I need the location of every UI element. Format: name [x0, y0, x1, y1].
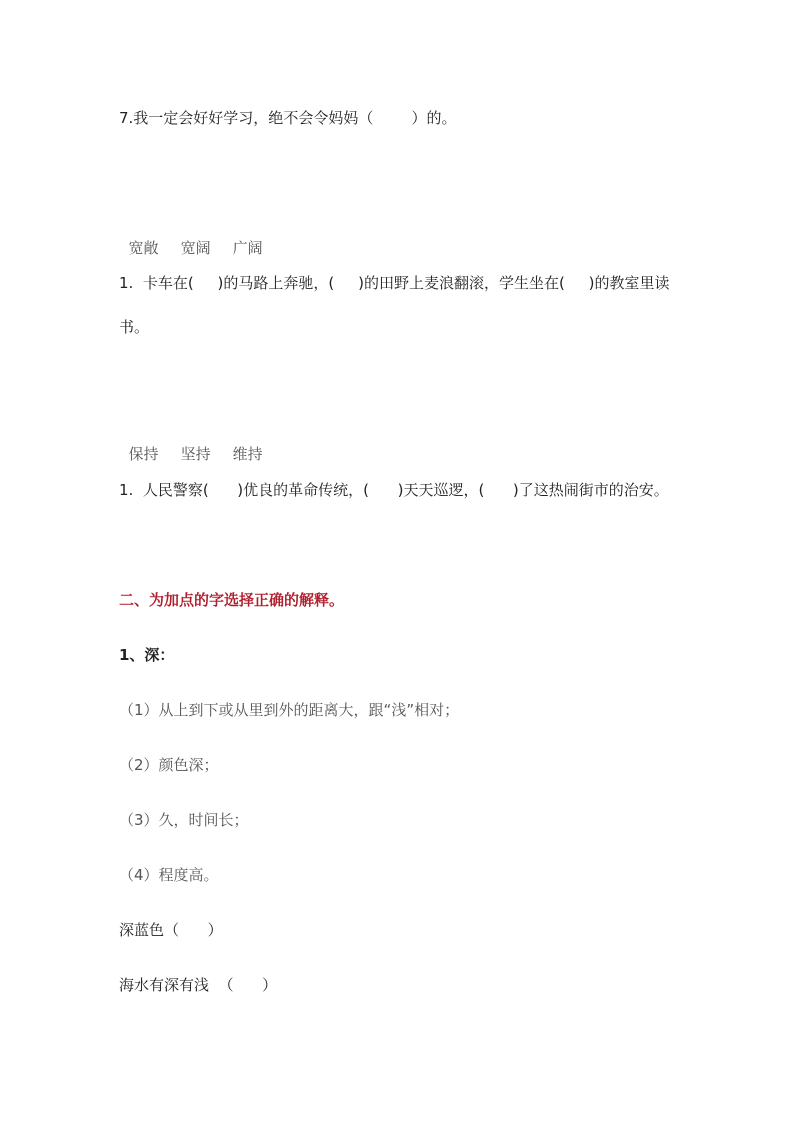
definition-2: （2）颜色深； [119, 756, 219, 774]
word-option: 坚持 [180, 445, 211, 463]
definition-1: （1）从上到下或从里到外的距离大，跟“浅”相对； [119, 701, 460, 719]
definition-3: （3）久，时间长； [119, 811, 249, 829]
group1-sentence-line2: 书。 [119, 318, 150, 336]
item-1-label: 1、深： [119, 646, 175, 664]
word-options-group2 [119, 424, 285, 464]
question-7: 7.我一定会好好学习，绝不会令妈妈（ ）的。 [119, 109, 457, 127]
group1-sentence-line1: 1. 卡车在( )的马路上奔驰，( )的田野上麦浪翻滚，学生坐在( )的教室里读 [119, 274, 670, 292]
example-2: 海水有深有浅 （ ） [119, 976, 278, 994]
word-option: 宽敞 [128, 239, 159, 257]
word-options-group1 [119, 218, 285, 258]
word-option: 广阔 [232, 239, 263, 257]
definition-4: （4）程度高。 [119, 866, 219, 884]
word-option: 维持 [232, 445, 263, 463]
section-2-heading: 二、为加点的字选择正确的解释。 [119, 591, 345, 609]
word-option: 保持 [128, 445, 159, 463]
example-1: 深蓝色（ ） [119, 921, 223, 939]
group2-sentence: 1. 人民警察( )优良的革命传统，( )天天巡逻，( )了这热闹街市的治安。 [119, 481, 669, 499]
word-option: 宽阔 [180, 239, 211, 257]
